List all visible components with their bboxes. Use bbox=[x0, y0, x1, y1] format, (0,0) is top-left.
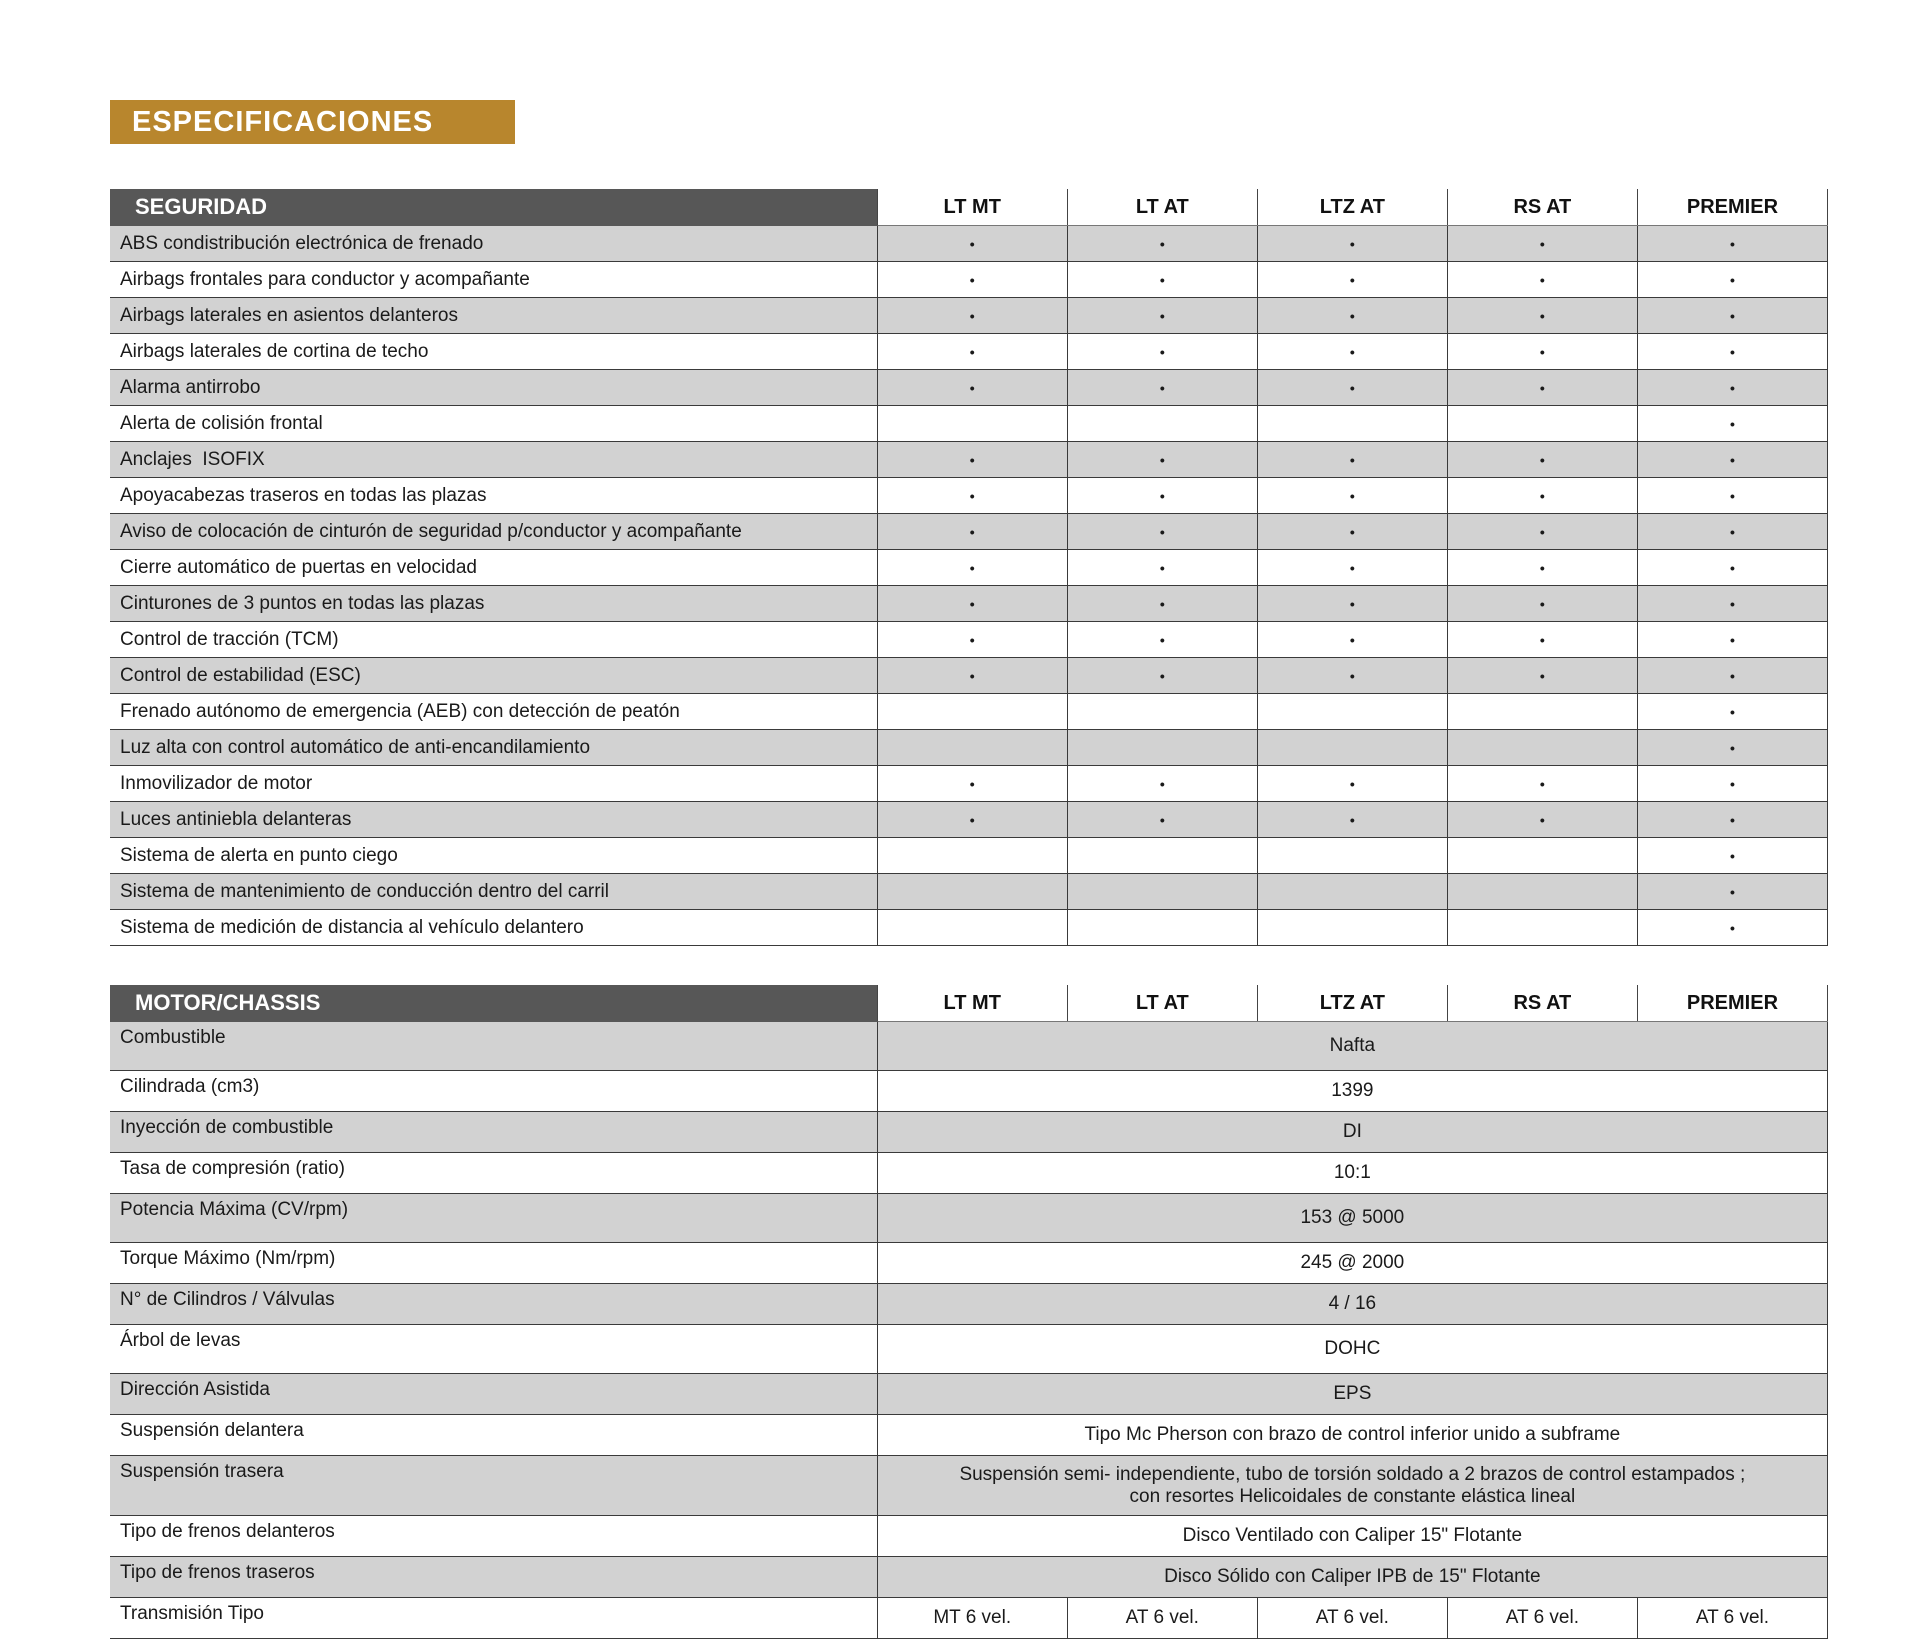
feature-label: Anclajes ISOFIX bbox=[110, 442, 877, 478]
model-header-premier: PREMIER bbox=[1637, 189, 1827, 226]
table-row bbox=[110, 838, 1828, 874]
table-row bbox=[110, 586, 1828, 622]
table-row bbox=[110, 406, 1828, 442]
feature-mark: • bbox=[1067, 550, 1257, 586]
feature-mark bbox=[1447, 730, 1637, 766]
feature-mark: • bbox=[1257, 514, 1447, 550]
feature-mark: • bbox=[1067, 658, 1257, 694]
spec-label: Suspensión trasera bbox=[110, 1456, 877, 1516]
spec-value: 10:1 bbox=[877, 1153, 1827, 1194]
feature-mark: • bbox=[877, 262, 1067, 298]
feature-mark: • bbox=[1447, 802, 1637, 838]
feature-mark: • bbox=[1637, 370, 1827, 406]
feature-mark bbox=[877, 406, 1067, 442]
feature-mark: • bbox=[1067, 622, 1257, 658]
feature-mark: • bbox=[877, 622, 1067, 658]
model-header-ltz-at: LTZ AT bbox=[1257, 189, 1447, 226]
spec-label: Tipo de frenos delanteros bbox=[110, 1516, 877, 1557]
seguridad-header-row bbox=[110, 189, 1828, 226]
spec-value: 1399 bbox=[877, 1071, 1827, 1112]
feature-label: Alerta de colisión frontal bbox=[110, 406, 877, 442]
feature-label: Luces antiniebla delanteras bbox=[110, 802, 877, 838]
table-row bbox=[110, 334, 1828, 370]
table-row bbox=[110, 1022, 1828, 1071]
feature-mark bbox=[1447, 406, 1637, 442]
feature-mark: • bbox=[1257, 298, 1447, 334]
table-row bbox=[110, 658, 1828, 694]
feature-mark: • bbox=[1067, 766, 1257, 802]
feature-mark: • bbox=[1257, 442, 1447, 478]
feature-label: Control de estabilidad (ESC) bbox=[110, 658, 877, 694]
spec-value: Disco Sólido con Caliper IPB de 15" Flotante bbox=[877, 1557, 1827, 1598]
table-row bbox=[110, 262, 1828, 298]
feature-mark: • bbox=[1637, 766, 1827, 802]
table-row bbox=[110, 910, 1828, 946]
table-row bbox=[110, 694, 1828, 730]
feature-label: Alarma antirrobo bbox=[110, 370, 877, 406]
motor-section-title: MOTOR/CHASSIS bbox=[110, 985, 877, 1022]
feature-mark: • bbox=[1257, 370, 1447, 406]
feature-mark: • bbox=[877, 550, 1067, 586]
spec-value: 4 / 16 bbox=[877, 1284, 1827, 1325]
feature-mark: • bbox=[1257, 334, 1447, 370]
feature-mark bbox=[1257, 406, 1447, 442]
feature-label: Luz alta con control automático de anti-encandilamiento bbox=[110, 730, 877, 766]
spec-value: DOHC bbox=[877, 1325, 1827, 1374]
feature-mark: • bbox=[1067, 802, 1257, 838]
feature-mark: • bbox=[877, 226, 1067, 262]
model-header-lt-mt: LT MT bbox=[877, 189, 1067, 226]
table-row bbox=[110, 1071, 1828, 1112]
table-row bbox=[110, 1598, 1828, 1639]
table-row bbox=[110, 1325, 1828, 1374]
feature-mark: • bbox=[877, 658, 1067, 694]
table-row bbox=[110, 1456, 1828, 1516]
table-row bbox=[110, 1243, 1828, 1284]
feature-mark bbox=[877, 730, 1067, 766]
feature-label: Airbags laterales en asientos delanteros bbox=[110, 298, 877, 334]
spec-label: Dirección Asistida bbox=[110, 1374, 877, 1415]
feature-label: Sistema de medición de distancia al vehículo delantero bbox=[110, 910, 877, 946]
spec-value: DI bbox=[877, 1112, 1827, 1153]
feature-mark: • bbox=[1637, 514, 1827, 550]
spec-value-multiline bbox=[877, 1456, 1827, 1516]
feature-label: Cinturones de 3 puntos en todas las plazas bbox=[110, 586, 877, 622]
feature-mark: • bbox=[877, 442, 1067, 478]
table-row bbox=[110, 550, 1828, 586]
feature-mark: • bbox=[877, 370, 1067, 406]
feature-mark: • bbox=[1447, 514, 1637, 550]
table-row bbox=[110, 226, 1828, 262]
table-row bbox=[110, 802, 1828, 838]
feature-mark: • bbox=[1637, 910, 1827, 946]
table-row bbox=[110, 1153, 1828, 1194]
feature-mark: • bbox=[1447, 586, 1637, 622]
feature-mark bbox=[1447, 694, 1637, 730]
table-row bbox=[110, 442, 1828, 478]
feature-mark: • bbox=[1447, 262, 1637, 298]
spec-value: EPS bbox=[877, 1374, 1827, 1415]
spec-value: 245 @ 2000 bbox=[877, 1243, 1827, 1284]
spec-value: Tipo Mc Pherson con brazo de control inferior unido a subframe bbox=[877, 1415, 1827, 1456]
spec-label: Transmisión Tipo bbox=[110, 1598, 877, 1639]
feature-mark: • bbox=[1067, 370, 1257, 406]
feature-mark: • bbox=[877, 766, 1067, 802]
feature-mark: • bbox=[877, 478, 1067, 514]
feature-mark: • bbox=[1637, 406, 1827, 442]
feature-mark: • bbox=[1257, 262, 1447, 298]
feature-mark: • bbox=[1067, 298, 1257, 334]
table-row bbox=[110, 1284, 1828, 1325]
table-row bbox=[110, 298, 1828, 334]
table-row bbox=[110, 1374, 1828, 1415]
feature-mark: • bbox=[1257, 550, 1447, 586]
feature-mark: • bbox=[1067, 262, 1257, 298]
model-header-premier: PREMIER bbox=[1637, 985, 1827, 1022]
feature-label: Airbags frontales para conductor y acompañante bbox=[110, 262, 877, 298]
feature-mark: • bbox=[1067, 478, 1257, 514]
table-row bbox=[110, 1415, 1828, 1456]
table-row bbox=[110, 514, 1828, 550]
feature-mark bbox=[1447, 838, 1637, 874]
feature-mark: • bbox=[877, 802, 1067, 838]
spec-label: Combustible bbox=[110, 1022, 877, 1071]
feature-mark bbox=[877, 694, 1067, 730]
feature-mark: • bbox=[1067, 334, 1257, 370]
spec-label: Torque Máximo (Nm/rpm) bbox=[110, 1243, 877, 1284]
feature-mark: • bbox=[1067, 226, 1257, 262]
feature-mark: • bbox=[1637, 298, 1827, 334]
feature-mark: • bbox=[1637, 334, 1827, 370]
feature-mark: • bbox=[1637, 262, 1827, 298]
feature-mark bbox=[1257, 694, 1447, 730]
spec-value: MT 6 vel. bbox=[877, 1598, 1067, 1639]
feature-mark: • bbox=[877, 586, 1067, 622]
feature-mark: • bbox=[1637, 694, 1827, 730]
feature-mark bbox=[1257, 730, 1447, 766]
table-row bbox=[110, 478, 1828, 514]
feature-mark: • bbox=[1067, 442, 1257, 478]
feature-mark: • bbox=[1257, 766, 1447, 802]
feature-mark bbox=[1067, 838, 1257, 874]
spec-value: AT 6 vel. bbox=[1257, 1598, 1447, 1639]
spec-value: AT 6 vel. bbox=[1637, 1598, 1827, 1639]
feature-mark: • bbox=[1637, 478, 1827, 514]
spec-value: AT 6 vel. bbox=[1447, 1598, 1637, 1639]
feature-label: Cierre automático de puertas en velocidad bbox=[110, 550, 877, 586]
table-row bbox=[110, 622, 1828, 658]
table-row bbox=[110, 1516, 1828, 1557]
table-row bbox=[110, 874, 1828, 910]
feature-mark: • bbox=[1637, 226, 1827, 262]
motor-chassis-table bbox=[110, 985, 1828, 1639]
model-header-lt-at: LT AT bbox=[1067, 189, 1257, 226]
spec-label: Suspensión delantera bbox=[110, 1415, 877, 1456]
feature-mark: • bbox=[1447, 226, 1637, 262]
spec-value: Nafta bbox=[877, 1022, 1827, 1071]
feature-mark: • bbox=[1447, 550, 1637, 586]
feature-mark: • bbox=[877, 298, 1067, 334]
feature-label: Apoyacabezas traseros en todas las plazas bbox=[110, 478, 877, 514]
feature-mark: • bbox=[1447, 442, 1637, 478]
model-header-rs-at: RS AT bbox=[1447, 985, 1637, 1022]
seguridad-table bbox=[110, 189, 1828, 946]
feature-mark: • bbox=[1637, 874, 1827, 910]
spec-label: Inyección de combustible bbox=[110, 1112, 877, 1153]
feature-mark: • bbox=[1257, 622, 1447, 658]
feature-mark: • bbox=[1257, 586, 1447, 622]
spec-label: Tipo de frenos traseros bbox=[110, 1557, 877, 1598]
feature-mark: • bbox=[1637, 586, 1827, 622]
feature-label: Aviso de colocación de cinturón de seguridad p/conductor y acompañante bbox=[110, 514, 877, 550]
feature-mark: • bbox=[1067, 514, 1257, 550]
feature-mark: • bbox=[1637, 550, 1827, 586]
feature-label: ABS condistribución electrónica de frenado bbox=[110, 226, 877, 262]
spec-label: Cilindrada (cm3) bbox=[110, 1071, 877, 1112]
spec-value: Disco Ventilado con Caliper 15" Flotante bbox=[877, 1516, 1827, 1557]
feature-mark: • bbox=[1637, 442, 1827, 478]
feature-mark: • bbox=[1257, 658, 1447, 694]
feature-mark bbox=[1447, 910, 1637, 946]
spec-label: Potencia Máxima (CV/rpm) bbox=[110, 1194, 877, 1243]
feature-mark: • bbox=[1447, 370, 1637, 406]
feature-mark bbox=[1067, 406, 1257, 442]
feature-mark bbox=[1067, 874, 1257, 910]
feature-mark: • bbox=[1447, 298, 1637, 334]
page-title: ESPECIFICACIONES bbox=[110, 100, 515, 144]
feature-mark bbox=[1257, 838, 1447, 874]
feature-mark bbox=[1447, 874, 1637, 910]
feature-mark: • bbox=[1257, 226, 1447, 262]
feature-mark bbox=[877, 910, 1067, 946]
spec-label: N° de Cilindros / Válvulas bbox=[110, 1284, 877, 1325]
feature-mark: • bbox=[877, 334, 1067, 370]
feature-label: Frenado autónomo de emergencia (AEB) con detección de peatón bbox=[110, 694, 877, 730]
feature-label: Airbags laterales de cortina de techo bbox=[110, 334, 877, 370]
feature-mark: • bbox=[1447, 622, 1637, 658]
model-header-lt-at: LT AT bbox=[1067, 985, 1257, 1022]
feature-mark: • bbox=[877, 514, 1067, 550]
table-row bbox=[110, 1112, 1828, 1153]
spec-value: 153 @ 5000 bbox=[877, 1194, 1827, 1243]
feature-mark: • bbox=[1637, 802, 1827, 838]
feature-mark: • bbox=[1067, 586, 1257, 622]
table-row bbox=[110, 370, 1828, 406]
feature-mark bbox=[1067, 730, 1257, 766]
feature-mark: • bbox=[1637, 622, 1827, 658]
seguridad-section-title: SEGURIDAD bbox=[110, 189, 877, 226]
table-row bbox=[110, 766, 1828, 802]
table-row bbox=[110, 1194, 1828, 1243]
spec-label: Árbol de levas bbox=[110, 1325, 877, 1374]
feature-mark: • bbox=[1447, 334, 1637, 370]
feature-mark bbox=[877, 838, 1067, 874]
spec-value: AT 6 vel. bbox=[1067, 1598, 1257, 1639]
feature-mark bbox=[877, 874, 1067, 910]
spec-value-line: Suspensión semi- independiente, tubo de torsión soldado a 2 brazos de control estampados ; bbox=[959, 1463, 1746, 1485]
feature-label: Control de tracción (TCM) bbox=[110, 622, 877, 658]
feature-mark: • bbox=[1447, 766, 1637, 802]
feature-mark: • bbox=[1447, 658, 1637, 694]
feature-label: Sistema de mantenimiento de conducción dentro del carril bbox=[110, 874, 877, 910]
motor-header-row bbox=[110, 985, 1828, 1022]
feature-label: Inmovilizador de motor bbox=[110, 766, 877, 802]
table-row bbox=[110, 730, 1828, 766]
feature-mark: • bbox=[1257, 478, 1447, 514]
feature-mark bbox=[1067, 910, 1257, 946]
model-header-lt-mt: LT MT bbox=[877, 985, 1067, 1022]
spec-value-line: con resortes Helicoidales de constante elástica lineal bbox=[1129, 1485, 1576, 1507]
feature-mark bbox=[1257, 874, 1447, 910]
spec-label: Tasa de compresión (ratio) bbox=[110, 1153, 877, 1194]
model-header-rs-at: RS AT bbox=[1447, 189, 1637, 226]
table-row bbox=[110, 1557, 1828, 1598]
feature-mark: • bbox=[1257, 802, 1447, 838]
feature-mark: • bbox=[1447, 478, 1637, 514]
feature-mark: • bbox=[1637, 730, 1827, 766]
model-header-ltz-at: LTZ AT bbox=[1257, 985, 1447, 1022]
feature-mark: • bbox=[1637, 838, 1827, 874]
feature-mark bbox=[1257, 910, 1447, 946]
feature-label: Sistema de alerta en punto ciego bbox=[110, 838, 877, 874]
feature-mark bbox=[1067, 694, 1257, 730]
feature-mark: • bbox=[1637, 658, 1827, 694]
